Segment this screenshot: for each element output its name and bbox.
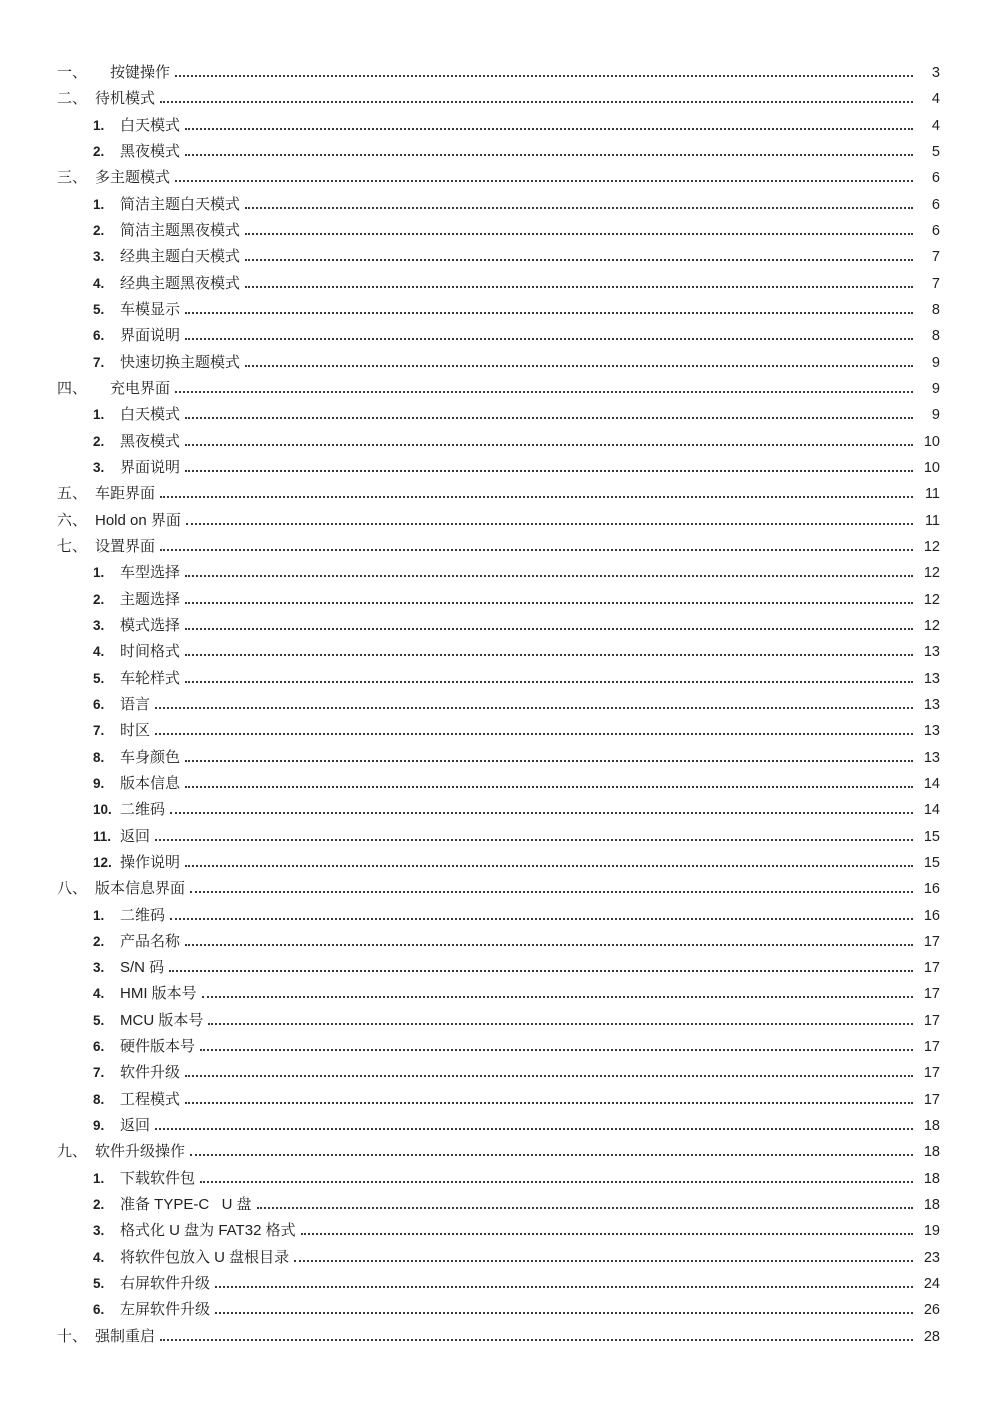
toc-entry[interactable] <box>57 1297 940 1323</box>
toc-entry-label: 黑夜模式 <box>120 142 181 160</box>
toc-entry-page: 14 <box>923 802 940 819</box>
toc-entry-number: 3. <box>93 459 105 475</box>
toc-entry[interactable] <box>57 218 940 244</box>
toc-entry[interactable] <box>57 797 940 823</box>
toc-entry-page: 26 <box>923 1302 940 1319</box>
toc-entry-page: 4 <box>931 91 940 108</box>
toc-entry-page: 11 <box>924 486 940 503</box>
toc-entry-label: 按键操作 <box>110 64 171 81</box>
toc-entry-page: 12 <box>923 538 940 555</box>
toc-entry-page: 13 <box>923 670 940 687</box>
toc-entry[interactable] <box>57 402 940 428</box>
toc-entry-label: 二维码 <box>120 906 166 924</box>
toc-entry-page: 12 <box>923 617 940 634</box>
toc-entry-label: 界面说明 <box>120 458 181 476</box>
toc-entry-label: 软件升级操作 <box>95 1143 186 1161</box>
toc-entry[interactable] <box>57 1113 940 1139</box>
toc-entry-page: 28 <box>923 1328 940 1345</box>
toc-entry-page: 16 <box>923 881 940 898</box>
dot-leader-icon <box>175 387 913 393</box>
toc-entry-page: 11 <box>924 512 940 529</box>
dot-leader-icon <box>169 966 913 972</box>
toc-entry-page: 9 <box>931 407 940 424</box>
toc-entry-number: 2. <box>93 222 105 238</box>
dot-leader-icon <box>155 703 913 709</box>
dot-leader-icon <box>245 203 913 209</box>
dot-leader-icon <box>175 176 913 182</box>
toc-entry[interactable] <box>57 745 940 771</box>
toc-entry-number: 4. <box>93 275 105 291</box>
dot-leader-icon <box>185 150 913 156</box>
toc-entry-number: 2. <box>93 591 105 607</box>
toc-entry-number: 7. <box>93 723 105 739</box>
toc-entry-number: 3. <box>93 960 105 976</box>
dot-leader-icon <box>185 650 913 656</box>
toc-entry[interactable] <box>57 1324 940 1350</box>
toc-entry-page: 13 <box>923 696 940 713</box>
toc-entry-page: 23 <box>923 1249 940 1266</box>
toc-entry-number: 七、 <box>57 537 88 555</box>
toc-entry-label: Hold on 界面 <box>95 511 181 529</box>
toc-entry-page: 8 <box>931 328 940 345</box>
toc-entry[interactable] <box>57 60 940 86</box>
toc-entry-label: 车身颜色 <box>120 748 181 766</box>
toc-entry-label: HMI 版本号 <box>120 985 197 1003</box>
toc-entry-label: 模式选择 <box>120 616 181 634</box>
dot-leader-icon <box>185 940 913 946</box>
toc-entry-page: 17 <box>923 960 940 977</box>
toc-entry[interactable] <box>57 1218 940 1244</box>
toc-entry-label: 产品名称 <box>120 932 181 950</box>
dot-leader-icon <box>160 545 913 551</box>
toc-entry-page: 13 <box>923 723 940 740</box>
toc-entry-label: 简洁主题白天模式 <box>120 195 241 213</box>
toc-entry-number: 2. <box>93 433 105 449</box>
toc-entry-page: 10 <box>923 433 940 450</box>
toc-entry[interactable] <box>57 876 940 902</box>
toc-entry-page: 5 <box>931 143 940 160</box>
toc-entry[interactable] <box>57 86 940 112</box>
dot-leader-icon <box>208 1019 913 1025</box>
toc-entry-number: 4. <box>93 1249 105 1265</box>
dot-leader-icon <box>170 808 913 814</box>
toc-entry-number: 5. <box>93 1012 105 1028</box>
toc-entry-label: 车模显示 <box>120 300 181 318</box>
toc-entry-label: 时区 <box>120 722 151 740</box>
toc-entry[interactable] <box>57 323 940 349</box>
dot-leader-icon <box>186 519 913 525</box>
toc-entry-page: 17 <box>923 933 940 950</box>
toc-entry[interactable] <box>57 666 940 692</box>
toc-entry[interactable] <box>57 455 940 481</box>
toc-entry-number: 9. <box>93 1118 105 1134</box>
toc-entry[interactable] <box>57 192 940 218</box>
dot-leader-icon <box>185 308 913 314</box>
toc-entry-label: 二维码 <box>120 801 166 819</box>
toc-entry[interactable] <box>57 1192 940 1218</box>
toc-entry-label: 简洁主题黑夜模式 <box>120 221 241 239</box>
toc-entry-number: 8. <box>93 749 105 765</box>
toc-entry-page: 16 <box>923 907 940 924</box>
toc-entry-page: 17 <box>923 1012 940 1029</box>
toc-entry-page: 4 <box>931 117 940 134</box>
toc-entry-number: 7. <box>93 1065 105 1081</box>
toc-entry[interactable] <box>57 771 940 797</box>
toc-entry[interactable] <box>57 271 940 297</box>
toc-entry-number: 7. <box>93 354 105 370</box>
dot-leader-icon <box>200 1045 913 1051</box>
toc-entry-label: 返回 <box>120 827 151 845</box>
toc-entry-number: 3. <box>93 249 105 265</box>
toc-entry-number: 6. <box>93 1302 105 1318</box>
dot-leader-icon <box>185 466 913 472</box>
toc-entry[interactable] <box>57 1271 940 1297</box>
dot-leader-icon <box>170 914 913 920</box>
toc-entry-page: 17 <box>923 1039 940 1056</box>
dot-leader-icon <box>160 97 913 103</box>
toc-entry-number: 1. <box>93 196 105 212</box>
toc-entry-number: 2. <box>93 1197 105 1213</box>
toc-entry-label: MCU 版本号 <box>120 1011 204 1029</box>
toc-entry-label: 左屏软件升级 <box>120 1301 211 1319</box>
toc-entry-number: 5. <box>93 670 105 686</box>
toc-entry-label: 车型选择 <box>120 564 181 582</box>
dot-leader-icon <box>202 992 913 998</box>
dot-leader-icon <box>185 756 913 762</box>
toc-entry-number: 五、 <box>57 485 88 503</box>
toc-entry-label: S/N 码 <box>120 959 165 977</box>
toc-entry[interactable] <box>57 139 940 165</box>
toc-entry[interactable] <box>57 350 940 376</box>
toc-entry-label: 设置界面 <box>95 537 156 555</box>
toc-entry-page: 13 <box>923 644 940 661</box>
toc-entry-label: 黑夜模式 <box>120 432 181 450</box>
dot-leader-icon <box>160 492 913 498</box>
toc-entry[interactable] <box>57 376 940 402</box>
toc-entry-page: 10 <box>923 459 940 476</box>
toc-entry-number: 5. <box>93 301 105 317</box>
dot-leader-icon <box>245 229 913 235</box>
toc-entry-number: 8. <box>93 1091 105 1107</box>
toc-entry-number: 6. <box>93 696 105 712</box>
toc-entry[interactable] <box>57 429 940 455</box>
dot-leader-icon <box>185 440 913 446</box>
toc-entry-label: 多主题模式 <box>95 169 171 187</box>
toc-entry-number: 4. <box>93 986 105 1002</box>
toc-entry-number: 3. <box>93 617 105 633</box>
toc-entry[interactable] <box>57 981 940 1007</box>
toc-entry-page: 12 <box>923 565 940 582</box>
toc-entry-page: 14 <box>923 775 940 792</box>
toc-entry-number: 9. <box>93 775 105 791</box>
dot-leader-icon <box>175 71 913 77</box>
toc-entry[interactable] <box>57 481 940 507</box>
dot-leader-icon <box>257 1203 913 1209</box>
toc-entry-label: 右屏软件升级 <box>120 1275 211 1293</box>
toc-entry-number: 2. <box>93 143 105 159</box>
toc-entry[interactable] <box>57 534 940 560</box>
toc-entry-page: 17 <box>923 986 940 1003</box>
toc-entry-label: 返回 <box>120 1117 151 1135</box>
toc-entry-label: 格式化 U 盘为 FAT32 格式 <box>120 1222 296 1240</box>
toc-entry-label: 时间格式 <box>120 643 181 661</box>
dot-leader-icon <box>245 282 913 288</box>
toc-entry[interactable] <box>57 1166 940 1192</box>
toc-entry-label: 界面说明 <box>120 327 181 345</box>
toc-entry-number: 12. <box>93 854 112 870</box>
toc-entry-label: 经典主题白天模式 <box>120 248 241 266</box>
toc-entry[interactable] <box>57 1060 940 1086</box>
toc-entry-label: 车距界面 <box>95 485 156 503</box>
toc-entry-page: 15 <box>923 854 940 871</box>
dot-leader-icon <box>215 1308 913 1314</box>
toc-entry-label: 待机模式 <box>95 90 156 108</box>
toc-entry-number: 6. <box>93 1039 105 1055</box>
toc-entry[interactable] <box>57 824 940 850</box>
dot-leader-icon <box>185 1098 913 1104</box>
toc-entry-number: 四、 <box>57 379 88 397</box>
toc-entry-label: 语言 <box>120 695 151 713</box>
toc-entry-page: 15 <box>923 828 940 845</box>
toc-entry[interactable] <box>57 955 940 981</box>
dot-leader-icon <box>190 887 913 893</box>
toc-entry-page: 18 <box>923 1197 940 1214</box>
dot-leader-icon <box>185 861 913 867</box>
toc-entry-number: 九、 <box>57 1143 88 1161</box>
toc-entry-label: 软件升级 <box>120 1064 181 1082</box>
toc-entry-page: 13 <box>923 749 940 766</box>
toc-entry-page: 9 <box>931 354 940 371</box>
toc-entry-page: 6 <box>931 196 940 213</box>
toc-entry-number: 3. <box>93 1223 105 1239</box>
toc-entry[interactable] <box>57 1008 940 1034</box>
toc-entry-number: 1. <box>93 907 105 923</box>
toc-entry[interactable] <box>57 297 940 323</box>
dot-leader-icon <box>185 677 913 683</box>
toc-entry-page: 18 <box>923 1118 940 1135</box>
toc-entry-label: 版本信息 <box>120 774 181 792</box>
dot-leader-icon <box>155 1124 913 1130</box>
dot-leader-icon <box>190 1150 913 1156</box>
toc-entry-page: 8 <box>931 301 940 318</box>
toc-entry[interactable] <box>57 165 940 191</box>
toc-entry-page: 17 <box>923 1091 940 1108</box>
toc-entry-number: 1. <box>93 407 105 423</box>
toc-entry-number: 八、 <box>57 880 88 898</box>
toc-entry-label: 经典主题黑夜模式 <box>120 274 241 292</box>
toc-entry-page: 18 <box>923 1144 940 1161</box>
toc-entry-number: 6. <box>93 328 105 344</box>
toc-entry-label: 白天模式 <box>120 116 181 134</box>
dot-leader-icon <box>185 1071 913 1077</box>
toc-entry-number: 11. <box>93 828 112 844</box>
toc-entry-number: 一、 <box>57 64 88 81</box>
toc-entry-number: 三、 <box>57 169 88 187</box>
toc-entry-page: 12 <box>923 591 940 608</box>
toc-entry-label: 工程模式 <box>120 1090 181 1108</box>
toc-entry-label: 充电界面 <box>110 379 171 397</box>
dot-leader-icon <box>185 624 913 630</box>
toc-entry-page: 6 <box>931 170 940 187</box>
toc-entry[interactable] <box>57 1139 940 1165</box>
toc-entry-number: 十、 <box>57 1327 88 1345</box>
dot-leader-icon <box>245 361 913 367</box>
toc-entry-page: 6 <box>931 222 940 239</box>
toc-entry-number: 二、 <box>57 90 88 108</box>
toc-entry-label: 强制重启 <box>95 1327 156 1345</box>
dot-leader-icon <box>185 124 913 130</box>
toc-entry[interactable] <box>57 1087 940 1113</box>
toc-entry-number: 5. <box>93 1276 105 1292</box>
dot-leader-icon <box>294 1256 913 1262</box>
dot-leader-icon <box>155 729 913 735</box>
toc-entry-number: 1. <box>93 117 105 133</box>
toc-entry-page: 7 <box>931 275 940 292</box>
toc-entry-label: 版本信息界面 <box>95 880 186 898</box>
toc-entry[interactable] <box>57 508 940 534</box>
toc-entry-label: 操作说明 <box>120 853 181 871</box>
toc-entry[interactable] <box>57 692 940 718</box>
toc-entry-label: 下载软件包 <box>120 1169 196 1187</box>
toc-entry-label: 硬件版本号 <box>120 1038 196 1056</box>
toc-list <box>57 60 940 1350</box>
toc-entry-number: 1. <box>93 565 105 581</box>
dot-leader-icon <box>155 835 913 841</box>
toc-entry[interactable] <box>57 718 940 744</box>
toc-entry[interactable] <box>57 113 940 139</box>
dot-leader-icon <box>185 571 913 577</box>
dot-leader-icon <box>200 1177 913 1183</box>
toc-entry-number: 2. <box>93 933 105 949</box>
dot-leader-icon <box>185 598 913 604</box>
toc-entry-label: 主题选择 <box>120 590 181 608</box>
toc-entry-number: 10. <box>93 802 112 818</box>
toc-entry-page: 7 <box>931 249 940 266</box>
toc-entry-page: 3 <box>931 65 940 81</box>
dot-leader-icon <box>301 1229 913 1235</box>
toc-entry-page: 18 <box>923 1170 940 1187</box>
dot-leader-icon <box>245 255 913 261</box>
toc-entry-label: 白天模式 <box>120 406 181 424</box>
toc-entry-number: 六、 <box>57 511 88 529</box>
toc-entry[interactable] <box>57 929 940 955</box>
dot-leader-icon <box>185 782 913 788</box>
toc-entry[interactable] <box>57 1034 940 1060</box>
dot-leader-icon <box>160 1335 913 1341</box>
dot-leader-icon <box>185 334 913 340</box>
toc-entry[interactable] <box>57 587 940 613</box>
toc-entry-page: 19 <box>923 1223 940 1240</box>
toc-entry-page: 9 <box>931 380 940 397</box>
toc-entry-label: 快速切换主题模式 <box>120 353 241 371</box>
toc-entry[interactable] <box>57 903 940 929</box>
toc-entry-number: 4. <box>93 644 105 660</box>
toc-entry[interactable] <box>57 850 940 876</box>
toc-entry[interactable] <box>57 560 940 586</box>
toc-entry[interactable] <box>57 639 940 665</box>
toc-entry-label: 车轮样式 <box>120 669 181 687</box>
toc-entry-page: 24 <box>923 1276 940 1293</box>
toc-entry[interactable] <box>57 244 940 270</box>
dot-leader-icon <box>185 413 913 419</box>
toc-entry-number: 1. <box>93 1170 105 1186</box>
dot-leader-icon <box>215 1282 913 1288</box>
toc-entry-page: 17 <box>923 1065 940 1082</box>
toc-entry[interactable] <box>57 1245 940 1271</box>
toc-entry-label: 准备 TYPE-C U 盘 <box>120 1196 252 1214</box>
toc-entry[interactable] <box>57 613 940 639</box>
toc-entry-label: 将软件包放入 U 盘根目录 <box>120 1248 290 1266</box>
